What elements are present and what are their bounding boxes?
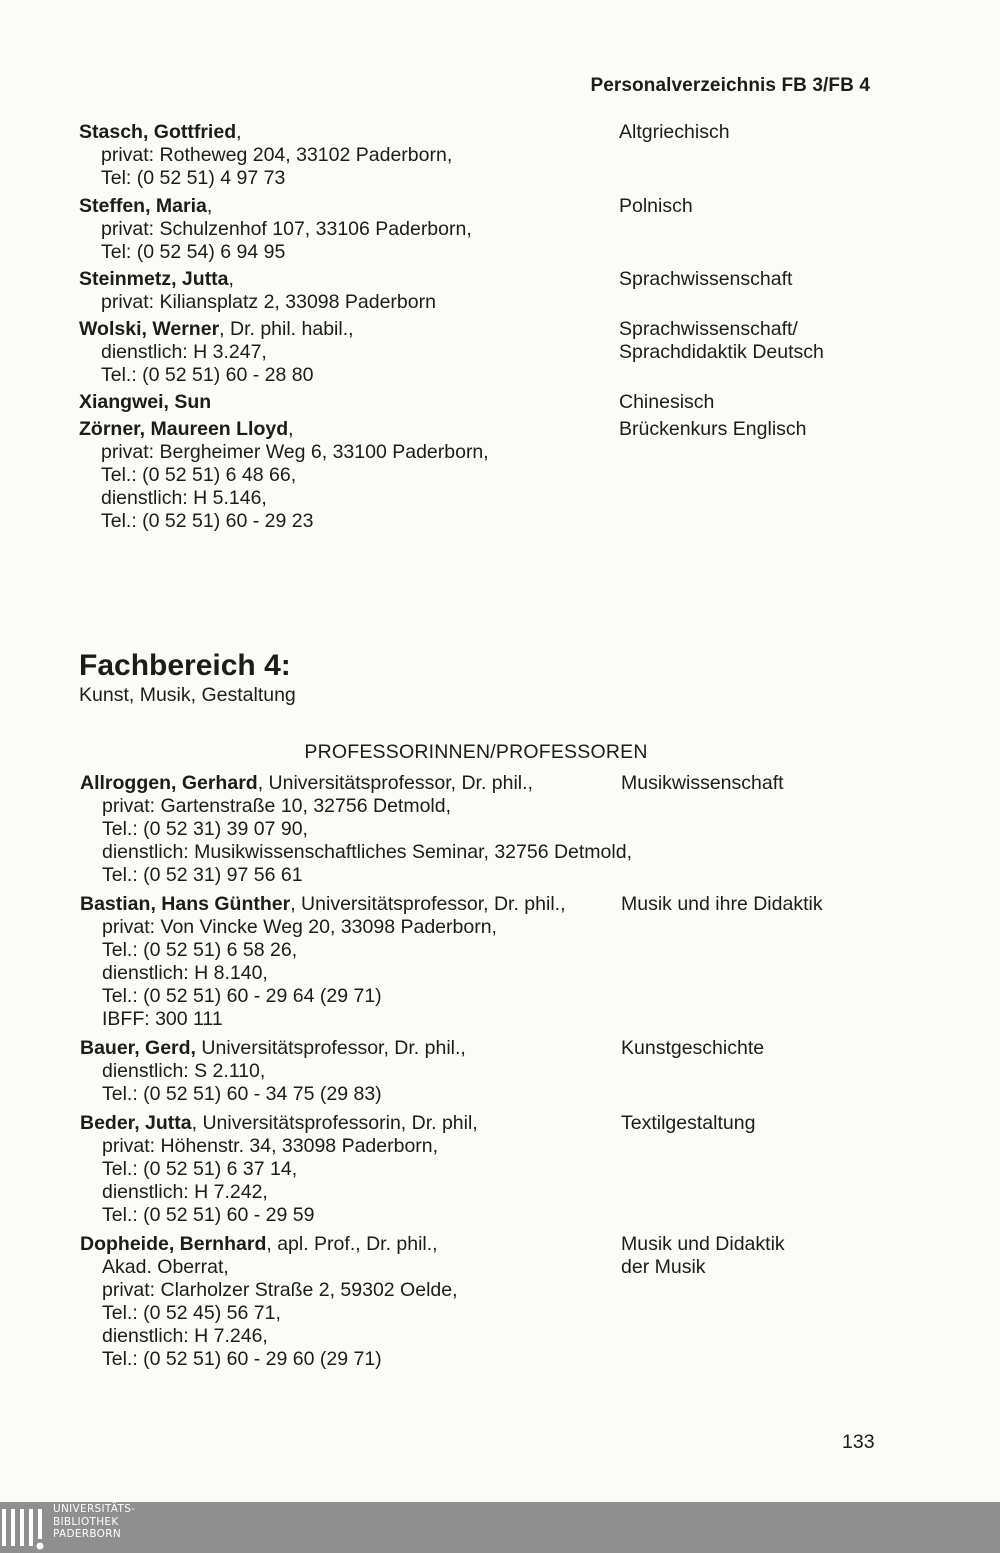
subject-area — [619, 391, 714, 414]
person-title: , — [288, 418, 294, 440]
person-name: Steffen, Maria — [79, 195, 207, 217]
person-title: , Universitätsprofessor, Dr. phil., — [257, 772, 533, 794]
contact-line: dienstlich: H 7.246, — [102, 1325, 268, 1347]
entry-header-line — [80, 893, 620, 916]
page-number: 133 — [842, 1431, 875, 1453]
subject-area — [621, 1037, 764, 1060]
person-name: Steinmetz, Jutta — [79, 268, 229, 290]
contact-line: privat: Gartenstraße 10, 32756 Detmold, — [102, 795, 452, 817]
subject-area — [619, 268, 792, 291]
entry-details — [79, 268, 619, 314]
subject-line: der Musik — [621, 1256, 706, 1278]
contact-line: privat: Kiliansplatz 2, 33098 Paderborn — [101, 291, 436, 313]
person-name: Allroggen, Gerhard — [80, 772, 258, 794]
contact-line: IBFF: 300 111 — [102, 1008, 223, 1030]
entry-details — [80, 1233, 620, 1371]
contact-line: Tel.: (0 52 45) 56 71, — [102, 1302, 281, 1324]
person-name: Stasch, Gottfried — [79, 121, 237, 143]
entry-details — [80, 893, 620, 1031]
subject-line: Kunstgeschichte — [621, 1037, 765, 1059]
subject-area — [619, 195, 693, 218]
contact-line: Tel.: (0 52 51) 6 58 26, — [102, 939, 298, 961]
subject-line: Sprachdidaktik Deutsch — [619, 341, 824, 363]
contact-line: Tel: (0 52 51) 4 97 73 — [101, 167, 286, 189]
person-name: Wolski, Werner — [79, 318, 220, 340]
entry-details — [79, 195, 619, 264]
contact-line: Tel.: (0 52 31) 39 07 90, — [102, 818, 308, 840]
subject-area — [621, 1233, 785, 1279]
entry-details — [80, 1112, 620, 1227]
contact-line: Akad. Oberrat, — [102, 1256, 229, 1278]
entry-details — [80, 1037, 620, 1106]
person-title: , apl. Prof., Dr. phil., — [266, 1233, 438, 1255]
contact-line: Tel.: (0 52 51) 60 - 29 64 (29 71) — [102, 985, 382, 1007]
contact-line: Tel.: (0 52 51) 6 37 14, — [102, 1158, 298, 1180]
subject-line: Musik und ihre Didaktik — [621, 893, 823, 915]
contact-line: dienstlich: Musikwissenschaftliches Seminar, 32756 Detmold, — [102, 841, 632, 863]
entry-details — [79, 121, 619, 190]
contact-line: privat: Rotheweg 204, 33102 Paderborn, — [101, 144, 453, 166]
contact-line: Tel.: (0 52 51) 60 - 28 80 — [101, 364, 314, 386]
entry-details — [79, 391, 619, 414]
entry-header-line — [80, 772, 620, 795]
entry-header-line — [79, 268, 619, 291]
person-name: Dopheide, Bernhard — [80, 1233, 267, 1255]
subject-line: Musik und Didaktik — [621, 1233, 785, 1255]
person-title: , — [228, 268, 234, 290]
contact-line: Tel.: (0 52 51) 60 - 34 75 (29 83) — [102, 1083, 382, 1105]
person-name: Beder, Jutta — [80, 1112, 192, 1134]
subject-area — [621, 1112, 755, 1135]
section-subtitle: Kunst, Musik, Gestaltung — [79, 684, 296, 706]
contact-line: Tel: (0 52 54) 6 94 95 — [101, 241, 286, 263]
entry-details — [79, 318, 619, 387]
person-title: , Universitätsprofessorin, Dr. phil, — [191, 1112, 478, 1134]
entry-header-line — [80, 1112, 620, 1135]
subject-area — [621, 772, 784, 795]
contact-line: privat: Bergheimer Weg 6, 33100 Paderborn, — [101, 441, 489, 463]
subject-line: Brückenkurs Englisch — [619, 418, 807, 440]
subject-area — [619, 318, 824, 364]
contact-line: dienstlich: H 3.247, — [101, 341, 267, 363]
running-head: Personalverzeichnis FB 3/FB 4 — [590, 75, 870, 96]
logo-line-2: BIBLIOTHEK — [53, 1515, 119, 1528]
person-name: Zörner, Maureen Lloyd — [79, 418, 289, 440]
entry-header-line — [79, 391, 619, 414]
person-title: , Dr. phil. habil., — [219, 318, 354, 340]
contact-line: privat: Höhenstr. 34, 33098 Paderborn, — [102, 1135, 439, 1157]
contact-line: dienstlich: H 5.146, — [101, 487, 267, 509]
subject-line: Textilgestaltung — [621, 1112, 756, 1134]
entry-header-line — [79, 195, 619, 218]
entry-header-line — [79, 121, 619, 144]
contact-line: Tel.: (0 52 51) 60 - 29 23 — [101, 510, 314, 532]
subject-area — [621, 893, 823, 916]
contact-line: privat: Von Vincke Weg 20, 33098 Paderborn, — [102, 916, 497, 938]
person-name: Bauer, Gerd, — [80, 1037, 196, 1059]
subject-line: Sprachwissenschaft/ — [619, 318, 798, 340]
person-title: , — [206, 195, 213, 217]
subject-area — [619, 121, 730, 144]
contact-line: Tel.: (0 52 51) 60 - 29 60 (29 71) — [102, 1348, 382, 1370]
subject-line: Musikwissenschaft — [621, 772, 784, 794]
logo-line-1: UNIVERSITÄTS- — [53, 1503, 136, 1515]
contact-line: dienstlich: S 2.110, — [102, 1060, 266, 1082]
library-footer-bar — [0, 1502, 1000, 1553]
group-heading: PROFESSORINNEN/PROFESSOREN — [304, 741, 648, 763]
contact-line: privat: Schulzenhof 107, 33106 Paderborn, — [101, 218, 472, 240]
entry-header-line — [80, 1037, 620, 1060]
subject-area — [619, 418, 807, 441]
contact-line: Tel.: (0 52 31) 97 56 61 — [102, 864, 303, 886]
subject-line: Chinesisch — [619, 391, 715, 413]
logo-line-3: PADERBORN — [53, 1528, 121, 1540]
person-name: Xiangwei, Sun — [79, 391, 212, 413]
subject-line: Polnisch — [619, 195, 693, 217]
library-logo-text — [53, 1503, 135, 1541]
subject-line: Sprachwissenschaft — [619, 268, 793, 290]
entry-header-line — [80, 1233, 620, 1256]
person-title: , — [236, 121, 242, 143]
entry-header-line — [79, 418, 619, 441]
person-title: Universitätsprofessor, Dr. phil., — [195, 1037, 466, 1059]
entry-details — [80, 772, 632, 887]
contact-line: Tel.: (0 52 51) 60 - 29 59 — [102, 1204, 315, 1226]
contact-line: privat: Clarholzer Straße 2, 59302 Oelde, — [102, 1279, 458, 1301]
person-title: , Universitätsprofessor, Dr. phil., — [290, 893, 566, 915]
entry-header-line — [79, 318, 619, 341]
section-title: Fachbereich 4: — [79, 649, 291, 682]
contact-line: Tel.: (0 52 51) 6 48 66, — [101, 464, 297, 486]
entry-details — [79, 418, 619, 533]
person-name: Bastian, Hans Günther — [80, 893, 291, 915]
contact-line: dienstlich: H 7.242, — [102, 1181, 268, 1203]
contact-line: dienstlich: H 8.140, — [102, 962, 268, 984]
library-logo-icon — [2, 1505, 46, 1551]
subject-line: Altgriechisch — [619, 121, 730, 143]
